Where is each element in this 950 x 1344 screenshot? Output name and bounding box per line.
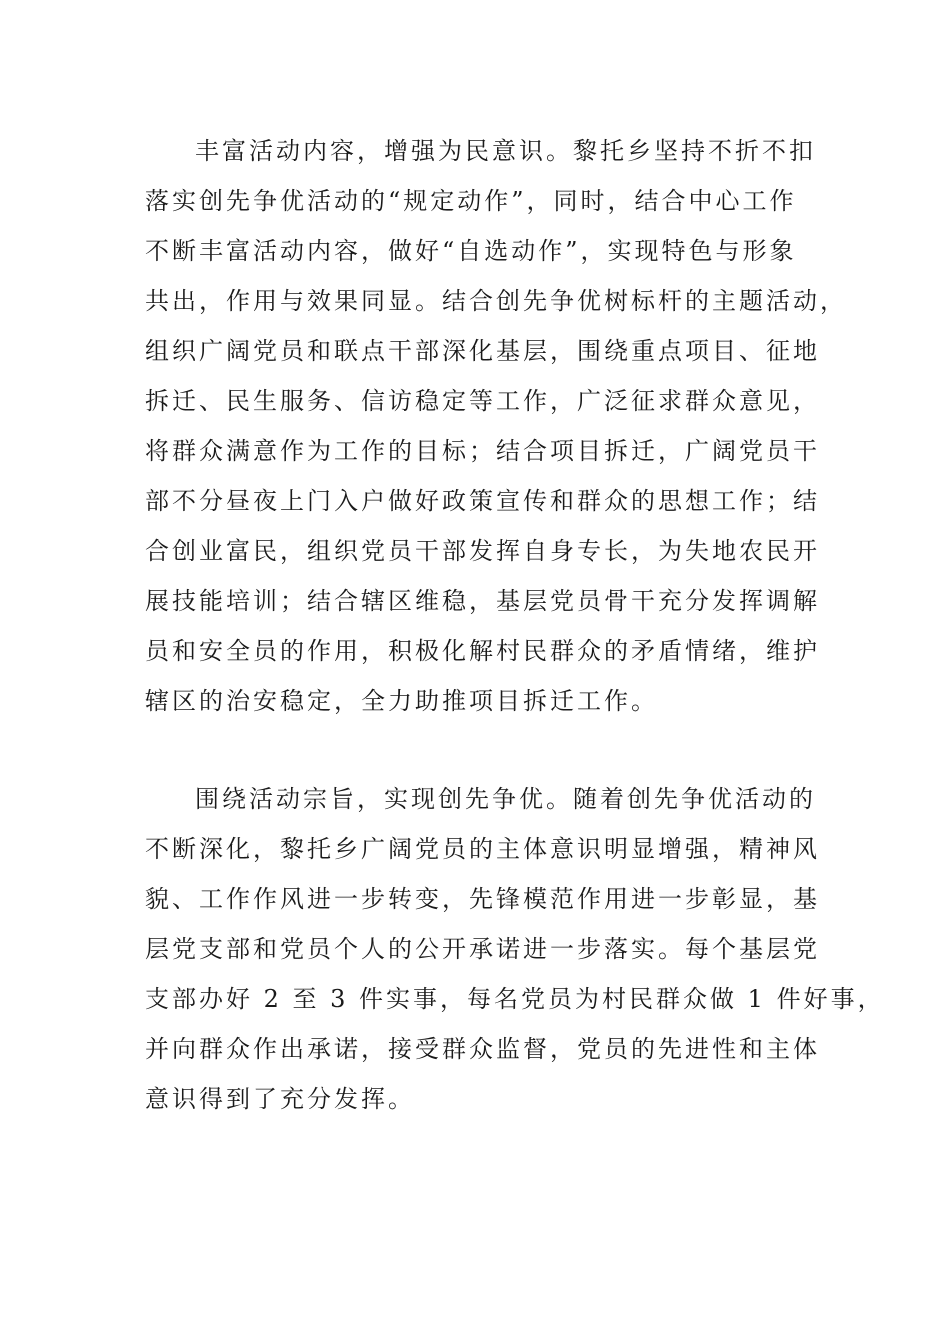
paragraph-1 [145, 126, 847, 726]
paragraph-line: 貌、工作作风进一步转变，先锋模范作用进一步彰显，基 [145, 885, 820, 913]
paragraph-line: 组织广阔党员和联点干部深化基层，围绕重点项目、征地 [145, 337, 820, 365]
paragraph-line: 不断丰富活动内容，做好“自选动作”，实现特色与形象 [145, 237, 797, 265]
paragraph-line: 层党支部和党员个人的公开承诺进一步落实。每个基层党 [145, 935, 820, 963]
paragraph-spacer [145, 726, 807, 774]
paragraph-line: 并向群众作出承诺，接受群众监督，党员的先进性和主体 [145, 1035, 820, 1063]
paragraph-line: 不断深化，黎托乡广阔党员的主体意识明显增强，精神风 [145, 835, 820, 863]
paragraph-line: 围绕活动宗旨，实现创先争优。随着创先争优活动的 [195, 785, 816, 813]
paragraph-2 [145, 774, 885, 1124]
paragraph-line: 将群众满意作为工作的目标；结合项目拆迁，广阔党员干 [145, 437, 820, 465]
paragraph-line: 展技能培训；结合辖区维稳，基层党员骨干充分发挥调解 [145, 587, 820, 615]
paragraph-line: 共出，作用与效果同显。结合创先争优树标杆的主题活动， [145, 287, 847, 315]
paragraph-line: 辖区的治安稳定，全力助推项目拆迁工作。 [145, 687, 658, 715]
paragraph-line: 意识得到了充分发挥。 [145, 1085, 415, 1113]
document-body [145, 126, 885, 1124]
paragraph-line: 部不分昼夜上门入户做好政策宣传和群众的思想工作；结 [145, 487, 820, 515]
paragraph-line: 落实创先争优活动的“规定动作”，同时，结合中心工作 [145, 187, 797, 215]
paragraph-line: 丰富活动内容，增强为民意识。黎托乡坚持不折不扣 [195, 137, 816, 165]
paragraph-line: 支部办好 2 至 3 件实事，每名党员为村民群众做 1 件好事， [145, 985, 885, 1013]
paragraph-line: 拆迁、民生服务、信访稳定等工作，广泛征求群众意见， [145, 387, 820, 415]
paragraph-line: 合创业富民，组织党员干部发挥自身专长，为失地农民开 [145, 537, 820, 565]
paragraph-line: 员和安全员的作用，积极化解村民群众的矛盾情绪，维护 [145, 637, 820, 665]
